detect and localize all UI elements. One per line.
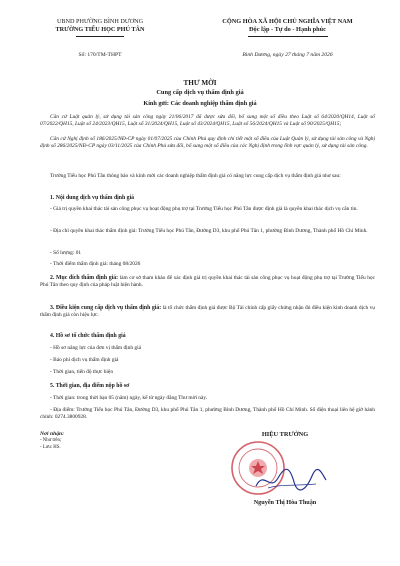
section-4-title: 4. Hồ sơ tổ chức thẩm định giá (50, 333, 126, 339)
section-1-title: 1. Nội dung dịch vụ thẩm định giá (50, 195, 135, 201)
motto-underline (248, 36, 328, 37)
nation-line-1: CỘNG HÒA XÃ HỘI CHỦ NGHĨA VIỆT NAM (222, 18, 353, 25)
recipient-2: - Lưu: HS. (40, 444, 61, 450)
national-heading (190, 18, 385, 34)
section-1-item-b: - Địa chỉ quyền khai thác thẩm định giá: Trường Tiểu học Phú Tân, Đường D3, khu phố Phú Tân 1, phường Bình Dương, Thành phố Hồ Chí Minh. (50, 228, 368, 234)
org-underline (76, 36, 124, 37)
handwritten-signature (250, 464, 330, 496)
recipient-line: Kính gửi: Các doanh nghiệp thẩm định giá (143, 100, 257, 107)
section-4-item-a: - Hồ sơ năng lực của đơn vị thẩm định giá (50, 345, 141, 351)
recipients-label: Nơi nhận: (40, 431, 64, 437)
section-1-item-c: - Số lượng: 01 (50, 250, 82, 256)
section-5-item-a: - Thời gian: trong thời hạn 05 (năm) ngày, kể từ ngày đăng Thư mời này. (50, 395, 208, 401)
section-5-title: 5. Thời gian, địa điểm nộp hồ sơ (50, 383, 130, 389)
section-2-text: làm cơ sở tham khảo để xác định giá trị quyền khai thác tài sản công phục vụ hoạt động phụ trợ tại Trường Tiểu học Phú Tân theo quy định của pháp luật hiện hành. (40, 275, 375, 289)
signer-name: Nguyễn Thị Hòa Thuận (253, 499, 317, 506)
recipient-1: - Như trên; (40, 438, 62, 443)
section-4-item-c: - Thời gian, tiến độ thực hiện (50, 369, 114, 375)
section-1-item-a: - Giá trị quyền khai thác tài sản công phục vụ hoạt động phụ trợ tại Trường Tiểu học Phú Tân được định giá là quyền khai thác dịch vụ căn tin. (50, 206, 358, 212)
signer-title: HIỆU TRƯỞNG (261, 431, 309, 438)
document-number: Số: 170/TM-THPT (78, 52, 122, 58)
section-5-item-b: - Địa điểm: Trường Tiểu học Phú Tân, Đường D3, khu phố Phú Tân 1, phường Bình Dương, Thành phố Hồ Chí Minh. Số điện thoại liên hệ giờ hành chính: 0274.3800928. (40, 407, 375, 421)
legal-basis-2: Căn cứ Nghị định số 186/2025/NĐ-CP ngày 01/07/2025 của Chính Phủ quy định chi tiết một số điều của Luật Quản lý, sử dụng tài sản công và Nghị định số 286/2025/NĐ-CP ngày 03/11/2025 của Chính Phủ sửa đổi, bổ sung một số điều của các Nghị định trong lĩnh vực quản lý, sử dụng tài sản công. (40, 136, 375, 150)
org-line-2: TRƯỜNG TIỂU HỌC PHÚ TÂN (55, 26, 145, 33)
issuing-authority (30, 18, 170, 34)
intro-paragraph: Trường Tiểu học Phú Tân thông báo và kính mời các doanh nghiệp thẩm định giá có năng lực cung cấp dịch vụ thẩm định giá như sau: (50, 173, 341, 179)
section-4-item-b: - Báo phí dịch vụ thẩm định giá (50, 357, 119, 363)
place-date: Bình Dương, ngày 27 tháng 7 năm 2026 (242, 52, 333, 58)
section-2-title: 2. Mục đích thẩm định giá: (50, 275, 119, 281)
org-line-1: UBND PHƯỜNG BÌNH DƯƠNG (56, 18, 144, 25)
section-3-title: 3. Điều kiện cung cấp dịch vụ thẩm định giá: (50, 305, 162, 311)
nation-line-2: Độc lập - Tự do - Hạnh phúc (249, 26, 326, 33)
recipients-block (40, 431, 160, 451)
section-3 (40, 305, 375, 320)
legal-basis-1: Căn cứ Luật quản lý, sử dụng tài sản công ngày 21/06/2017 đã được sửa đổi, bổ sung một số điều theo Luật số 64/2020/QH14, Luật số 07/2022/QH15, Luật số 24/2023/QH15, Luật số 31/2024/QH15, Luật số 43/2024/QH15, Luật số 56/2024/QH15 và Luật số 90/2025/QH15; (40, 114, 375, 128)
section-2 (40, 275, 375, 290)
document-title: THƯ MỜI (183, 79, 217, 87)
section-3-text: là tổ chức thẩm định giá được Bộ Tài chính cấp giấy chứng nhận đủ điều kiện kinh doanh dịch vụ thẩm định giá còn hiệu lực. (40, 305, 375, 319)
document-subtitle: Cung cấp dịch vụ thẩm định giá (156, 89, 244, 96)
section-1-item-d: - Thời điểm thẩm định giá: tháng 08/2026 (50, 261, 141, 267)
